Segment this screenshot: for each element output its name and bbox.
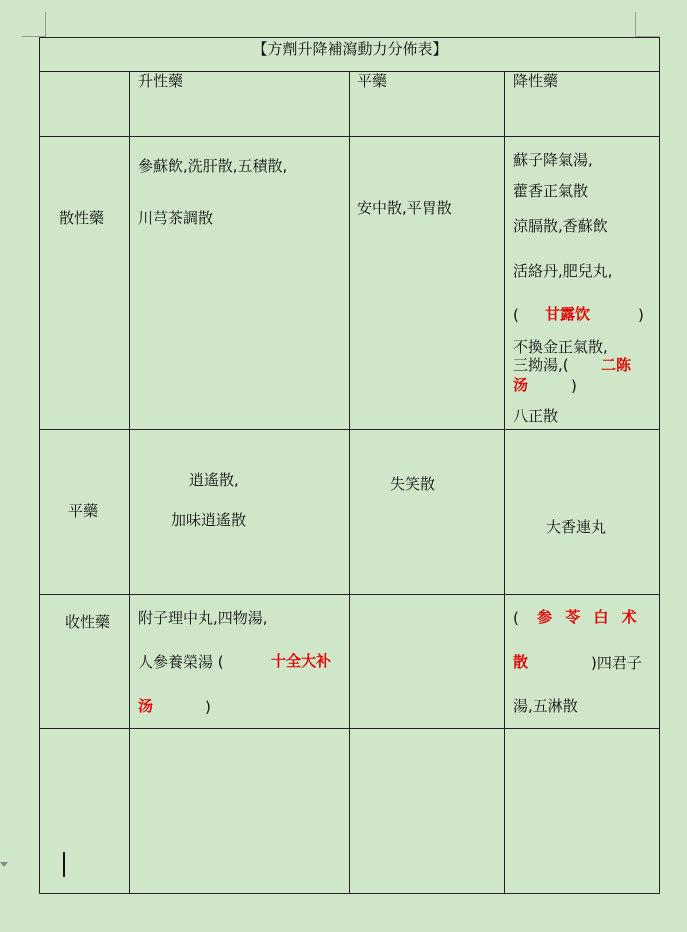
cell-disperse-descend-line-7: 三拗湯,( bbox=[513, 356, 569, 374]
crop-mark-top-right-vertical bbox=[635, 12, 636, 36]
paren-close: ) bbox=[205, 698, 211, 716]
highlighted-formula: 汤 bbox=[138, 697, 154, 715]
table-title: 【方劑升降補瀉動力分佈表】 bbox=[252, 40, 448, 58]
cell-disperse-descend-line-3: 涼膈散,香蘇飲 bbox=[513, 217, 608, 235]
cell-disperse-descend-line-6: 不換金正氣散, bbox=[513, 338, 608, 356]
margin-arrow-icon bbox=[0, 862, 8, 867]
row-header-neutral: 平藥 bbox=[68, 502, 99, 520]
cell-neutral-ascend-line-1: 逍遙散, bbox=[189, 471, 239, 489]
cell-disperse-descend-line-4: 活絡丹,肥兒丸, bbox=[513, 262, 613, 280]
highlighted-formula: 二陈 bbox=[601, 356, 632, 374]
table-col-divider-1 bbox=[129, 71, 130, 894]
text-cursor[interactable] bbox=[63, 852, 65, 877]
column-header-neutral: 平藥 bbox=[357, 72, 388, 90]
row-header-astringe: 收性藥 bbox=[65, 613, 111, 631]
highlighted-formula: 散 bbox=[513, 653, 529, 671]
highlighted-formula: 十全大补 bbox=[271, 652, 332, 670]
paren-close: ) bbox=[638, 306, 644, 324]
cell-neutral-descend: 大香連丸 bbox=[546, 518, 607, 536]
table-border-right bbox=[659, 37, 660, 894]
column-header-descend: 降性藥 bbox=[513, 72, 559, 90]
crop-mark-top-left-vertical bbox=[45, 12, 46, 36]
table-border-left bbox=[39, 37, 40, 894]
column-header-ascend: 升性藥 bbox=[138, 72, 184, 90]
cell-astringe-descend-line-3: 湯,五淋散 bbox=[513, 697, 578, 715]
highlighted-formula: 参 苓 白 术 bbox=[537, 608, 637, 626]
row-header-disperse: 散性藥 bbox=[59, 209, 105, 227]
paren-close: ) bbox=[571, 377, 577, 395]
cell-disperse-descend-line-9: 八正散 bbox=[513, 407, 559, 425]
cell-disperse-descend-line-2: 藿香正氣散 bbox=[513, 182, 589, 200]
cell-astringe-descend-line-2: )四君子 bbox=[591, 654, 642, 672]
cell-disperse-ascend-line-1: 參蘇飲,洗肝散,五積散, bbox=[138, 157, 288, 175]
cell-astringe-ascend-line-1: 附子理中丸,四物湯, bbox=[138, 609, 268, 627]
highlighted-formula: 汤 bbox=[513, 376, 529, 394]
paren-open: ( bbox=[513, 306, 519, 324]
table-col-divider-2 bbox=[349, 71, 350, 894]
cell-neutral-ascend-line-2: 加味逍遙散 bbox=[171, 511, 247, 529]
table-col-divider-3 bbox=[504, 71, 505, 894]
cell-disperse-neutral: 安中散,平胃散 bbox=[357, 199, 452, 217]
cell-neutral-neutral: 失笑散 bbox=[390, 475, 436, 493]
cell-disperse-ascend-line-2: 川芎茶調散 bbox=[138, 209, 214, 227]
cell-disperse-descend-line-1: 蘇子降氣湯, bbox=[513, 151, 593, 169]
highlighted-formula: 甘露饮 bbox=[545, 305, 591, 323]
cell-astringe-ascend-line-2: 人參養榮湯 ( bbox=[138, 653, 224, 671]
paren-open: ( bbox=[513, 609, 519, 627]
